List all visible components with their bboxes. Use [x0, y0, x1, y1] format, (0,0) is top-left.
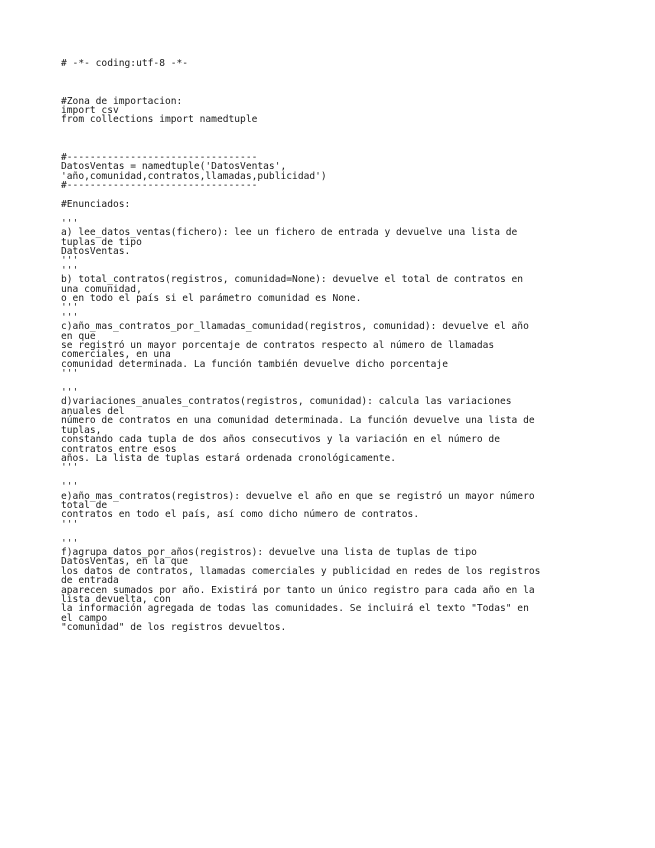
code-line: una comunidad, [61, 283, 142, 295]
code-line: d)variaciones_anuales_contratos(registros, comunidad): calcula las variaciones [61, 396, 512, 408]
code-line [61, 78, 611, 87]
code-line: ''' [61, 518, 79, 530]
code-line: c)año_mas_contratos_por_llamadas_comunidad(registros, comunidad): devuelve el año [61, 321, 529, 333]
code-line: en que [61, 330, 96, 342]
code-line: contratos entre esos [61, 443, 177, 455]
code-line: from collections import namedtuple [61, 114, 258, 126]
code-line: ''' [61, 302, 79, 314]
code-line: ''' [61, 311, 79, 323]
code-line [61, 473, 611, 482]
code-line: comunidad determinada. La función también devuelve dicho porcentaje [61, 358, 448, 370]
code-line: ''' [61, 462, 79, 474]
code-line: e)año_mas_contratos(registros): devuelve el año en que se registró un mayor número [61, 490, 535, 502]
code-line: a) lee_datos_ventas(fichero): lee un fichero de entrada y devuelve una lista de [61, 227, 518, 239]
code-line [61, 209, 611, 218]
code-line: b) total_contratos(registros, comunidad=None): devuelve el total de contratos en [61, 274, 524, 286]
code-line: número de contratos en una comunidad determinada. La función devuelve una lista de [61, 415, 535, 427]
code-line: DatosVentas, en la que [61, 556, 189, 568]
code-line [61, 379, 611, 388]
code-line: ''' [61, 264, 79, 276]
code-line: import csv [61, 104, 119, 116]
code-line: ''' [61, 255, 79, 267]
code-line: contratos en todo el país, así como dicho número de contratos. [61, 509, 420, 521]
code-line: comerciales, en una [61, 349, 171, 361]
code-line: #--------------------------------- [61, 151, 258, 163]
code-line: total de [61, 499, 108, 511]
code-line: lista devuelta, con [61, 593, 171, 605]
code-listing [61, 59, 611, 633]
code-line: tuplas, [61, 424, 102, 436]
code-line: constando cada tupla de dos años consecutivos y la variación en el número de [61, 434, 500, 446]
code-line: se registró un mayor porcentaje de contratos respecto al número de llamadas [61, 340, 495, 352]
code-line [61, 529, 611, 538]
code-line: #Enunciados: [61, 198, 131, 210]
code-line: # -*- coding:utf-8 -*- [61, 58, 189, 69]
code-line: o en todo el país si el parámetro comunidad es None. [61, 293, 362, 305]
code-line: DatosVentas. [61, 246, 131, 257]
code-line: la información agregada de todas las comunidades. Se incluirá el texto "Todas" en [61, 603, 529, 615]
code-line: ''' [61, 368, 79, 380]
code-line: anuales del [61, 405, 125, 417]
code-line: de entrada [61, 575, 119, 587]
code-line [61, 191, 611, 200]
code-line [61, 134, 611, 143]
code-line: aparecen sumados por año. Existirá por tanto un único registro para cada año en la [61, 584, 535, 596]
code-line: 'año,comunidad,contratos,llamadas,publicidad') [61, 170, 327, 182]
code-line: #--------------------------------- [61, 180, 258, 192]
code-line: "comunidad" de los registros devueltos. [61, 622, 287, 634]
code-line: ''' [61, 217, 79, 229]
code-line: ''' [61, 537, 79, 549]
code-line: DatosVentas = namedtuple('DatosVentas', [61, 161, 287, 173]
code-line [61, 125, 611, 134]
code-line: f)agrupa_datos_por_años(registros): devuelve una lista de tuplas de tipo [61, 546, 477, 558]
code-line [61, 68, 611, 77]
code-line: tuplas de tipo [61, 236, 142, 248]
code-line: ''' [61, 387, 79, 399]
code-line: los datos de contratos, llamadas comerciales y publicidad en redes de los registros [61, 565, 541, 577]
code-line: el campo [61, 612, 108, 624]
code-line: #Zona de importacion: [61, 95, 183, 107]
code-line: ''' [61, 481, 79, 493]
code-line: años. La lista de tuplas estará ordenada cronológicamente. [61, 452, 397, 464]
